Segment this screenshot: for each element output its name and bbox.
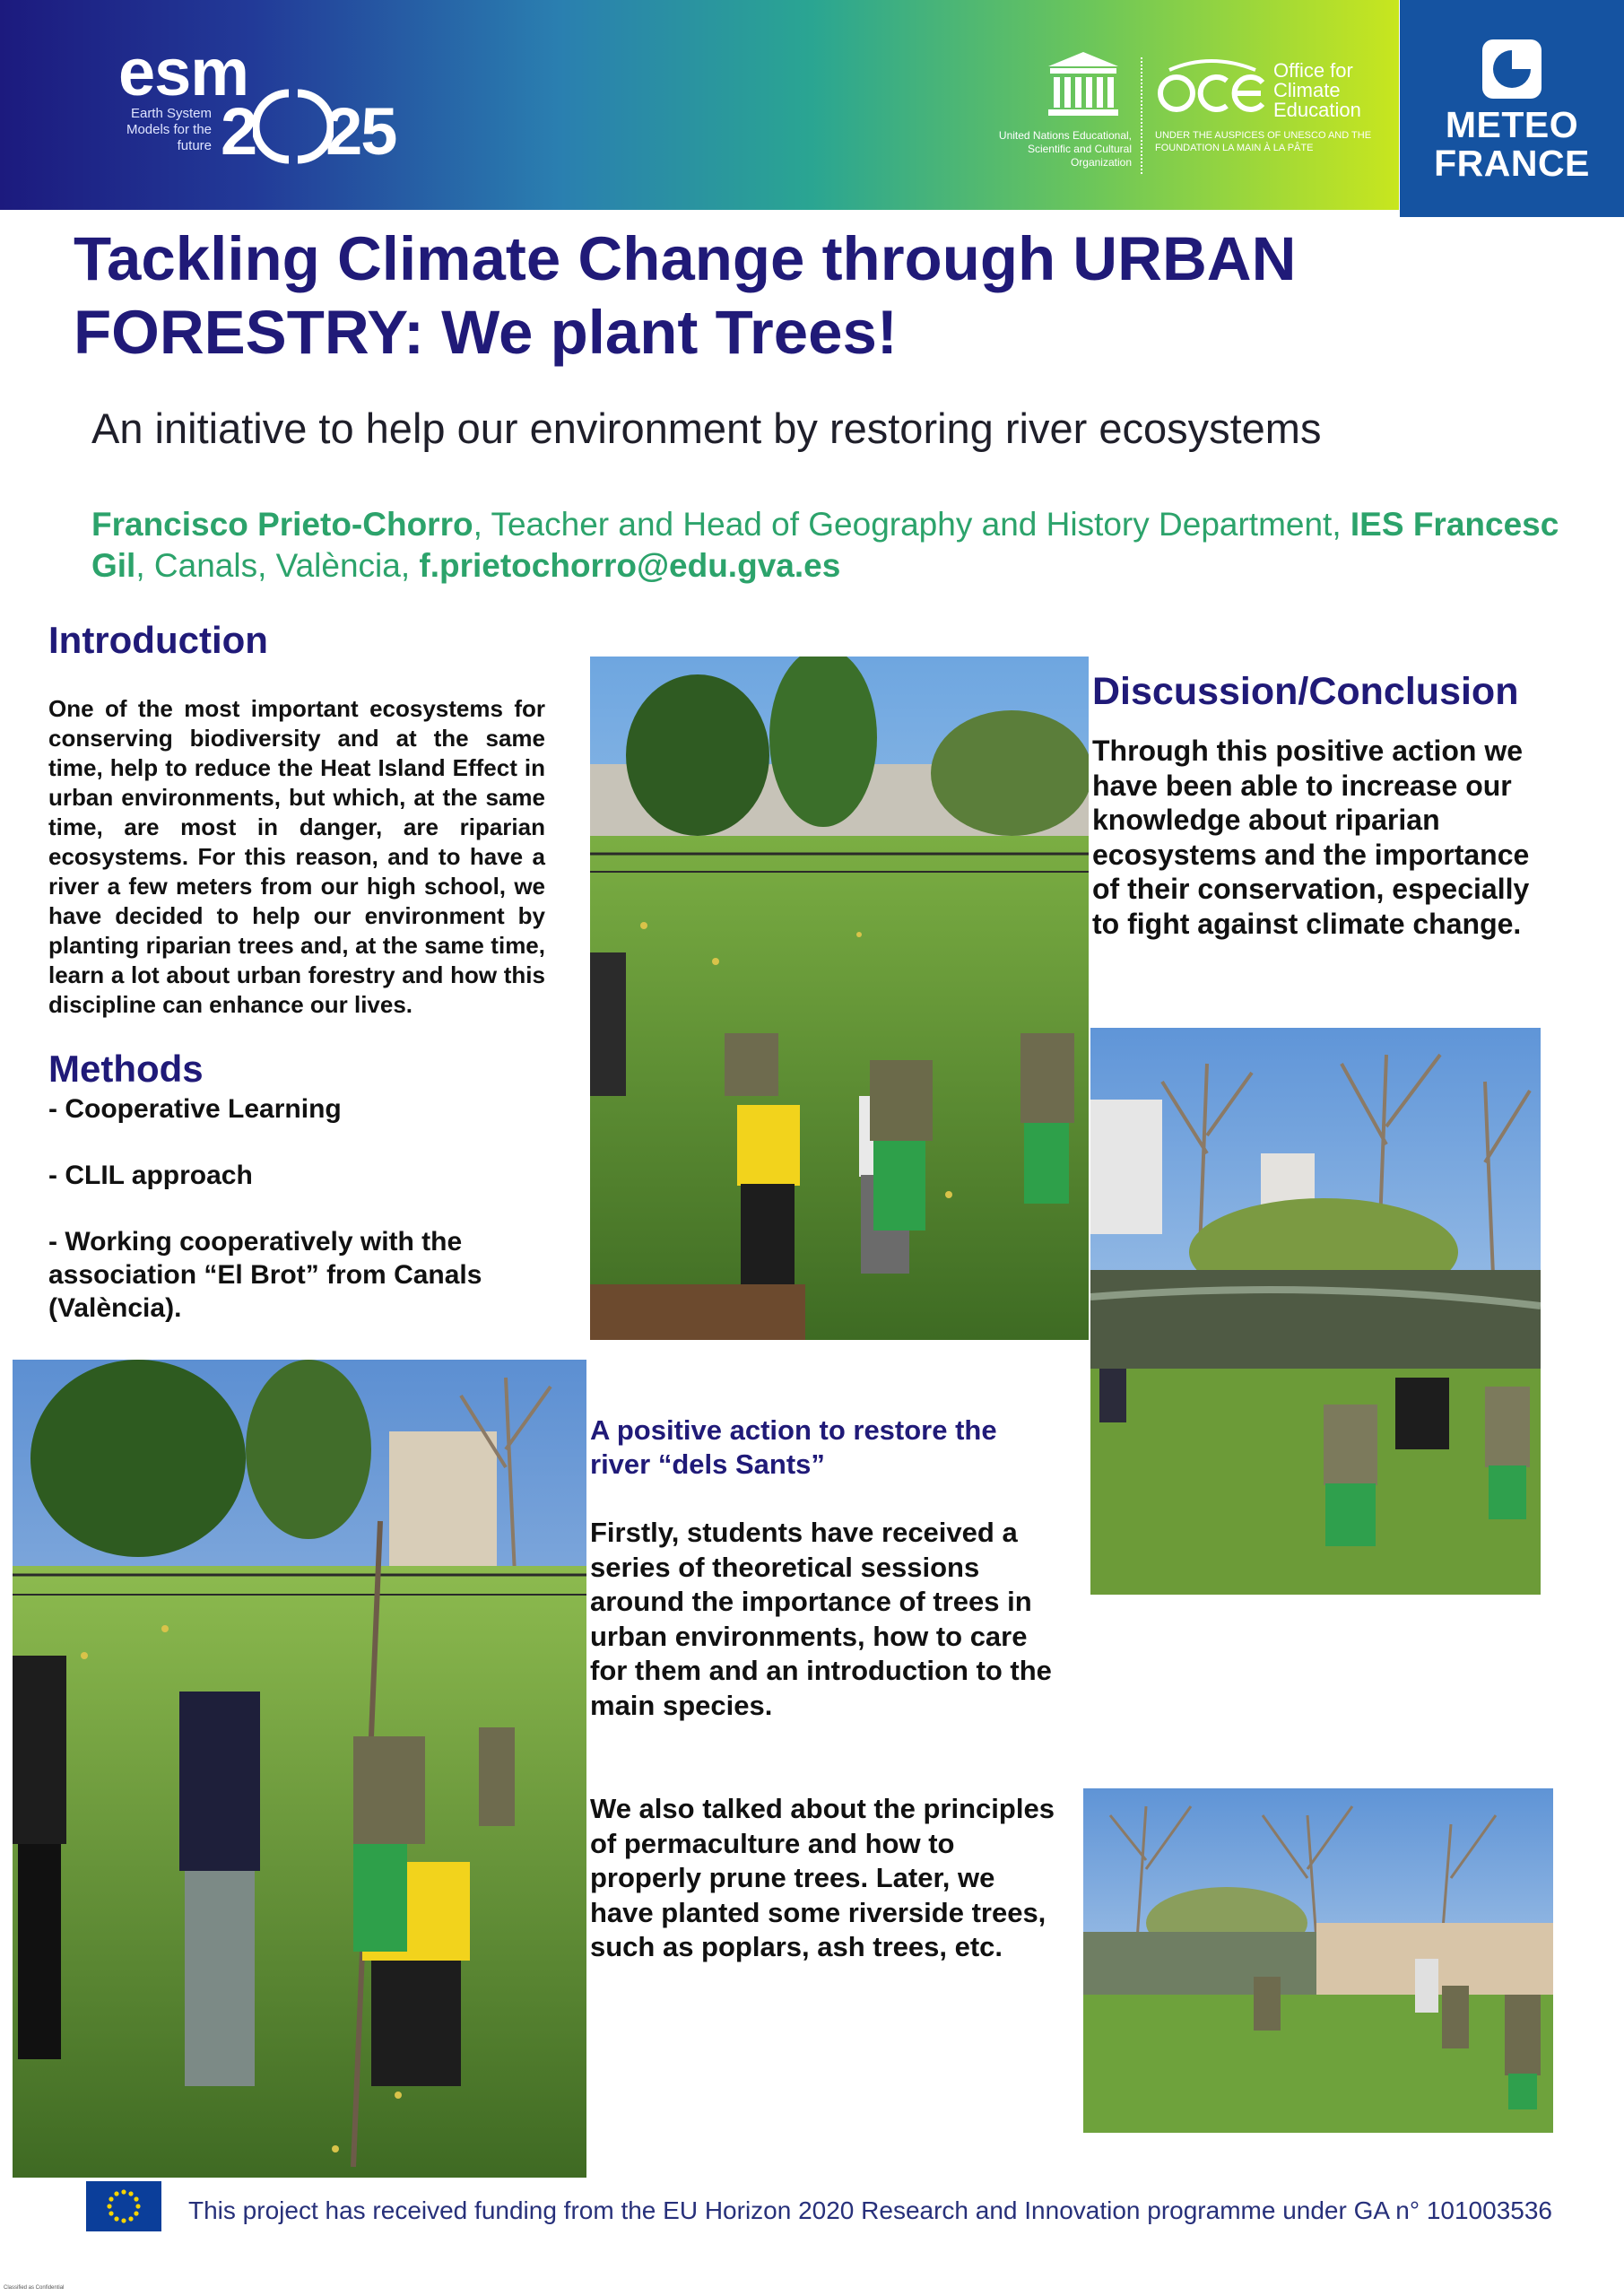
oce-logo-icon	[1157, 57, 1268, 120]
esm-logo-subtitle: Earth System Models for the future	[126, 106, 212, 153]
confidential-label: Classified as Confidential	[4, 2285, 65, 2291]
photo-river-planting	[1090, 1028, 1541, 1595]
oce-title: Office for Climate Education	[1273, 59, 1361, 121]
discussion-text: Through this positive action we have been able to increase our knowledge about riparian ecosystems and the importance of their conservation, especially to fight against climate change.	[1092, 735, 1530, 940]
poster-title: Tackling Climate Change through URBAN FORESTRY: We plant Trees!	[74, 224, 1297, 367]
esm-ring-icon	[253, 86, 334, 167]
method-item: - Working cooperatively with the association “El Brot” from Canals (València).	[48, 1227, 482, 1323]
action-heading: A positive action to restore the river “dels Sants”	[590, 1414, 997, 1480]
author-line	[91, 504, 1562, 587]
poster-subtitle: An initiative to help our environment by restoring river ecosystems	[91, 404, 1322, 452]
action-paragraph-2: We also talked about the principles of permaculture and how to properly prune trees. Later, we have planted some riverside trees, such as poplars, ash trees, etc.	[590, 1793, 1055, 1962]
methods-heading: Methods	[48, 1048, 204, 1090]
unesco-text: United Nations Educational, Scientific and Cultural Organization	[998, 129, 1132, 169]
eu-flag-icon	[86, 2181, 161, 2231]
method-item: - Cooperative Learning	[48, 1094, 342, 1124]
meteo-france-logo-icon	[1482, 39, 1541, 99]
author-place: , Canals, València,	[135, 547, 420, 584]
method-item: - CLIL approach	[48, 1161, 253, 1190]
esm-logo-year: 2 25	[221, 94, 396, 169]
photo-park-by-river	[1083, 1788, 1553, 2133]
photo-students-with-trees	[13, 1360, 586, 2178]
introduction-heading: Introduction	[48, 619, 268, 661]
unesco-temple-icon	[1045, 50, 1122, 118]
discussion-heading: Discussion/Conclusion	[1092, 670, 1519, 713]
oce-subtitle: UNDER THE AUSPICES OF UNESCO AND THE FOUNDATION LA MAIN À LA PÂTE	[1155, 130, 1372, 153]
action-paragraph-1: Firstly, students have received a series of theoretical sessions around the importance of trees in urban environments, how to care for them and an introduction to the main species.	[590, 1517, 1052, 1721]
funding-footer: This project has received funding from the EU Horizon 2020 Research and Innovation programme under GA n° 101003536	[188, 2196, 1552, 2224]
author-email[interactable]: f.prietochorro@edu.gva.es	[419, 547, 841, 584]
esm-logo-word: esm	[118, 35, 249, 109]
introduction-text: One of the most important ecosystems for conserving biodiversity and at the same time, help to reduce the Heat Island Effect in urban environments, but which, at the same time, are most in danger, are riparian ecosystems. For this reason, and to have a river a few meters from our high school, we have decided to help our environment by planting riparian trees and, at the same time, learn a lot about urban forestry and how this discipline can enhance our lives.	[48, 695, 545, 1018]
author-role: , Teacher and Head of Geography and History Department,	[473, 506, 1350, 543]
logo-separator	[1141, 57, 1142, 174]
photo-students-planting-bank	[590, 657, 1089, 1340]
meteo-france-text: METEO FRANCE	[1434, 104, 1590, 184]
author-name: Francisco Prieto-Chorro	[91, 506, 473, 543]
author-school: IES Francesc Gil	[91, 506, 1559, 584]
